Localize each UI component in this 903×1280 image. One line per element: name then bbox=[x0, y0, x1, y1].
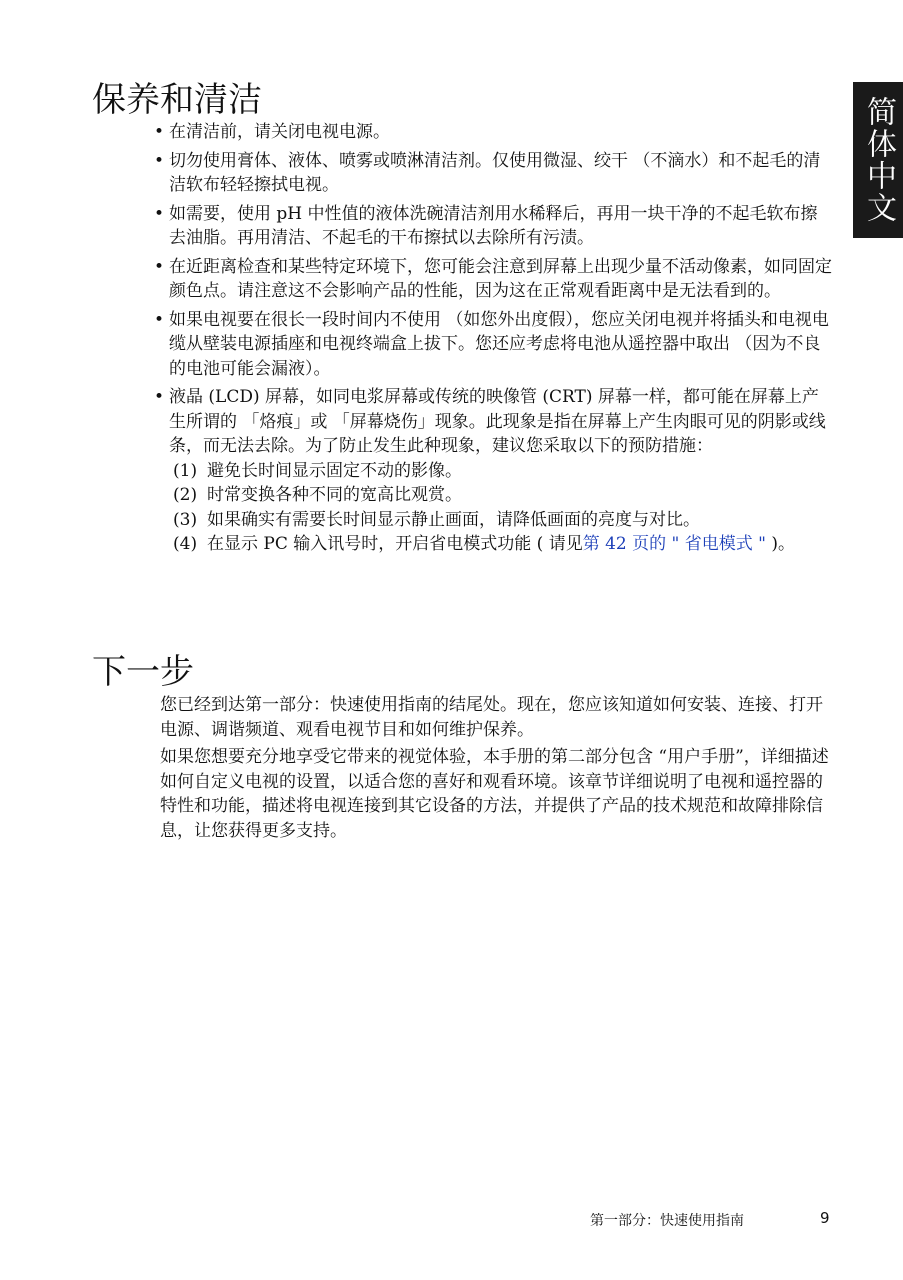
step-text: 时常变换各种不同的宽高比观赏。 bbox=[207, 485, 462, 505]
bullet-item: • 如需要，使用 pH 中性值的液体洗碗清洁剂用水稀释后，再用一块干净的不起毛软布擦去油脂。再用清洁、不起毛的干布擦拭以去除所有污渍。 bbox=[153, 202, 833, 251]
next-steps-paragraph: 如果您想要充分地享受它带来的视觉体验，本手册的第二部分包含 “用户手册”，详细描述如何自定义电视的设置，以适合您的喜好和观看环境。该章节详细说明了电视和遥控器的特性和功能，描述将电视连接到其它设备的方法，并提供了产品的技术规范和故障排除信息，让您获得更多支持。 bbox=[160, 747, 829, 841]
bullet-item: • 如果电视要在很长一段时间内不使用 （如您外出度假），您应关闭电视并将插头和电视电缆从壁装电源插座和电视终端盒上拔下。您还应考虑将电池从遥控器中取出 （因为不良的电池可能会漏液）。 bbox=[153, 308, 833, 382]
power-saving-page-link[interactable]: 第 42 页的 " 省电模式 " bbox=[582, 534, 766, 554]
step-item bbox=[173, 483, 833, 508]
bullet-item: • 切勿使用膏体、液体、喷雾或喷淋清洁剂。仅使用微湿、绞干 （不滴水）和不起毛的清洁软布轻轻擦拭电视。 bbox=[153, 149, 833, 198]
step-number: (1) bbox=[173, 460, 198, 481]
language-tab bbox=[853, 82, 903, 238]
step-item bbox=[173, 532, 833, 557]
prevention-steps bbox=[169, 459, 833, 557]
bullet-text: 液晶 (LCD) 屏幕，如同电浆屏幕或传统的映像管 (CRT) 屏幕一样，都可能在屏幕上产生所谓的 「烙痕」或 「屏幕烧伤」现象。此现象是指在屏幕上产生肉眼可见的阴影或线条，而无法去除。为了防止发生此种现象，建议您采取以下的预防措施： bbox=[169, 387, 826, 456]
step-item bbox=[173, 459, 833, 484]
footer-section-label: 第一部分：快速使用指南 bbox=[590, 1213, 744, 1229]
step-number: (4) bbox=[173, 534, 198, 554]
section-title-next-steps: 下一步 bbox=[92, 652, 194, 692]
step-text: 避免长时间显示固定不动的影像。 bbox=[207, 460, 462, 481]
language-tab-label: 简体中文 bbox=[861, 96, 896, 224]
care-bullet-list bbox=[153, 120, 833, 561]
step-number: (3) bbox=[173, 509, 198, 530]
bullet-item: • 在清洁前，请关闭电视电源。 bbox=[153, 120, 833, 145]
step-text: 在显示 PC 输入讯号时，开启省电模式功能 ( 请见 bbox=[207, 534, 583, 554]
step-number: (2) bbox=[173, 485, 198, 505]
step-item bbox=[173, 508, 833, 533]
bullet-item-lcd bbox=[153, 385, 833, 557]
next-steps-paragraph: 您已经到达第一部分：快速使用指南的结尾处。现在，您应该知道如何安装、连接、打开电源、调谐频道、观看电视节目和如何维护保养。 bbox=[160, 695, 823, 740]
step-text: 如果确实有需要长时间显示静止画面，请降低画面的亮度与对比。 bbox=[207, 509, 700, 530]
page-number: 9 bbox=[820, 1209, 830, 1227]
section-title-care: 保养和清洁 bbox=[92, 80, 262, 120]
step-text-end: )。 bbox=[766, 534, 796, 554]
bullet-item: • 在近距离检查和某些特定环境下，您可能会注意到屏幕上出现少量不活动像素，如同固定颜色点。请注意这不会影响产品的性能，因为这在正常观看距离中是无法看到的。 bbox=[153, 255, 833, 304]
